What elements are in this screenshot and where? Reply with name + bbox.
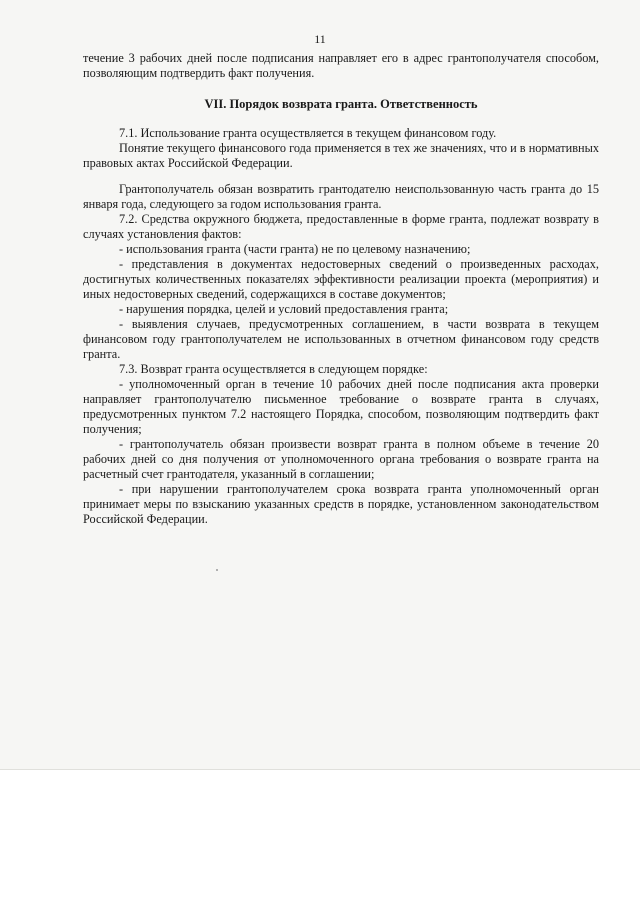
list-item-false-info: - представления в документах недостоверных сведений о произведенных расходах, достигнутых количественных показателях эффективности реализации проекта (мероприятия) и иных недостоверных сведений, содержащихся в составе документов; — [83, 257, 599, 301]
intro-paragraph: течение 3 рабочих дней после подписания направляет его в адрес грантополучателя способом, позволяющим подтвердить факт получения. — [83, 51, 599, 80]
paragraph-7-1: 7.1. Использование гранта осуществляется в текущем финансовом году. — [119, 126, 497, 140]
list-item-violation: - нарушения порядка, целей и условий предоставления гранта; — [119, 302, 449, 316]
list-item-enforcement: - при нарушении грантополучателем срока возврата гранта уполномоченный орган принимает меры по взысканию указанных средств в порядке, установленном законодательством Российской Федерации. — [83, 482, 599, 526]
list-item-unused-funds: - выявления случаев, предусмотренных соглашением, в части возврата в текущем финансовом году грантополучателем не использованных в отчетном финансовом году средств гранта. — [83, 317, 599, 361]
section-heading: VII. Порядок возврата гранта. Ответственность — [204, 97, 478, 111]
paragraph-7-2: 7.2. Средства окружного бюджета, предоставленные в форме гранта, подлежат возврату в случаях установления фактов: — [83, 212, 599, 241]
list-item-misuse: - использования гранта (части гранта) не по целевому назначению; — [119, 242, 471, 256]
scan-speck — [216, 569, 218, 571]
page-number: 11 — [314, 32, 326, 46]
paragraph-7-3: 7.3. Возврат гранта осуществляется в следующем порядке: — [119, 362, 428, 376]
paragraph-return-unused: Грантополучатель обязан возвратить грантодателю неиспользованную часть гранта до 15 января года, следующего за годом использования гранта. — [83, 182, 599, 211]
document-body — [83, 51, 599, 527]
list-item-refund: - грантополучатель обязан произвести возврат гранта в полном объеме в течение 20 рабочих дней со дня получения от уполномоченного органа требования о возврате гранта на расчетный счет грантодателя, указанный в соглашении; — [83, 437, 599, 481]
list-item-demand: - уполномоченный орган в течение 10 рабочих дней после подписания акта проверки направляет грантополучателю письменное требование о возврате гранта в случаях, предусмотренных пунктом 7.2 настоящего Порядка, способом, позволяющим подтвердить факт получения; — [83, 377, 599, 436]
paragraph-fiscal-year: Понятие текущего финансового года применяется в тех же значениях, что и в нормативных правовых актах Российской Федерации. — [83, 141, 599, 170]
